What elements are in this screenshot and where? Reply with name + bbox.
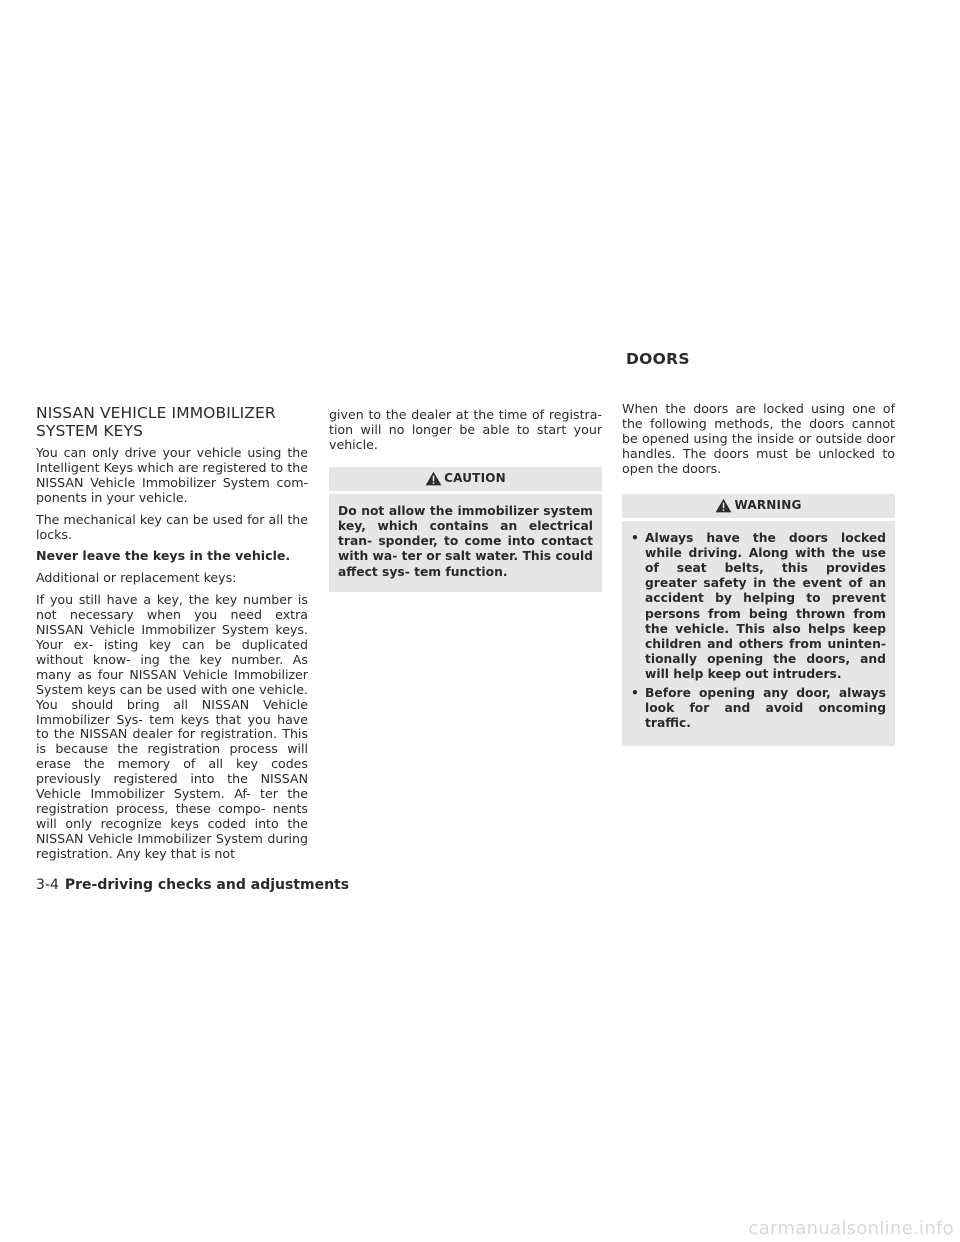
paragraph: given to the dealer at the time of registra- tion will no longer be able to start your vehicle. bbox=[329, 407, 602, 452]
warning-body bbox=[622, 521, 895, 732]
section-heading: NISSAN VEHICLE IMMOBILIZER SYSTEM KEYS bbox=[36, 404, 276, 440]
warning-triangle-icon bbox=[715, 498, 732, 513]
caution-text: Do not allow the immobilizer system key, which contains an electrical tran- sponder, to come into contact with wa- ter or salt water. This could affect sys- tem function. bbox=[338, 503, 593, 579]
warning-item-text: Always have the doors locked while driving. Along with the use of seat belts, this provides greater safety in the event of an accident by helping to prevent persons from being thrown from the vehicle. This also helps keep children and others from uninten- tionally opening the doors, and will help keep out intruders. bbox=[645, 530, 886, 682]
warning-header bbox=[622, 494, 895, 521]
paragraph: The mechanical key can be used for all the locks. bbox=[36, 511, 308, 542]
bold-note: Never leave the keys in the vehicle. bbox=[36, 548, 291, 564]
warning-triangle-icon bbox=[425, 471, 442, 486]
page-footer bbox=[36, 877, 349, 893]
caution-box bbox=[329, 467, 602, 592]
warning-label: WARNING bbox=[734, 498, 802, 513]
paragraph: Additional or replacement keys: bbox=[36, 570, 237, 586]
paragraph: If you still have a key, the key number is not necessary when you need extra NISSAN Vehicle Immobilizer System keys. Your ex- isting key can be duplicated without know- ing the key number. As many as four NISSAN Vehicle Immobilizer System keys can be used with one vehicle. You should bring all NISSAN Vehicle Immobilizer Sys- tem keys that you have to the NISSAN dealer for registration. This is because the registration process will erase the memory of all key codes previously registered into the NISSAN Vehicle Immobilizer System. Af- ter the registration process, these compo- nents will only recognize keys coded into the NISSAN Vehicle Immobilizer System during registration. Any key that is not bbox=[36, 592, 308, 861]
list-item bbox=[631, 686, 886, 732]
warning-item-text: Before opening any door, always look for and avoid oncoming traffic. bbox=[645, 685, 886, 730]
watermark: carmanualsonline.info bbox=[748, 1218, 954, 1239]
column-1 bbox=[36, 404, 308, 869]
paragraph: You can only drive your vehicle using the Intelligent Keys which are registered to the NISSAN Vehicle Immobilizer System com- ponents in your vehicle. bbox=[36, 445, 308, 505]
list-item bbox=[631, 531, 886, 683]
doors-heading: DOORS bbox=[626, 350, 690, 368]
warning-list bbox=[631, 531, 886, 732]
bullet: • bbox=[631, 530, 639, 545]
chapter-title: Pre-driving checks and adjustments bbox=[64, 877, 350, 893]
caution-label: CAUTION bbox=[444, 471, 506, 486]
caution-body bbox=[329, 494, 602, 580]
paragraph: When the doors are locked using one of the following methods, the doors cannot be opened using the inside or outside door handles. The doors must be unlocked to open the doors. bbox=[622, 401, 895, 476]
caution-header bbox=[329, 467, 602, 494]
column-3 bbox=[622, 402, 895, 746]
bullet: • bbox=[631, 685, 639, 700]
page-number: 3-4 bbox=[36, 877, 59, 893]
warning-box bbox=[622, 494, 895, 747]
column-2 bbox=[329, 408, 602, 592]
